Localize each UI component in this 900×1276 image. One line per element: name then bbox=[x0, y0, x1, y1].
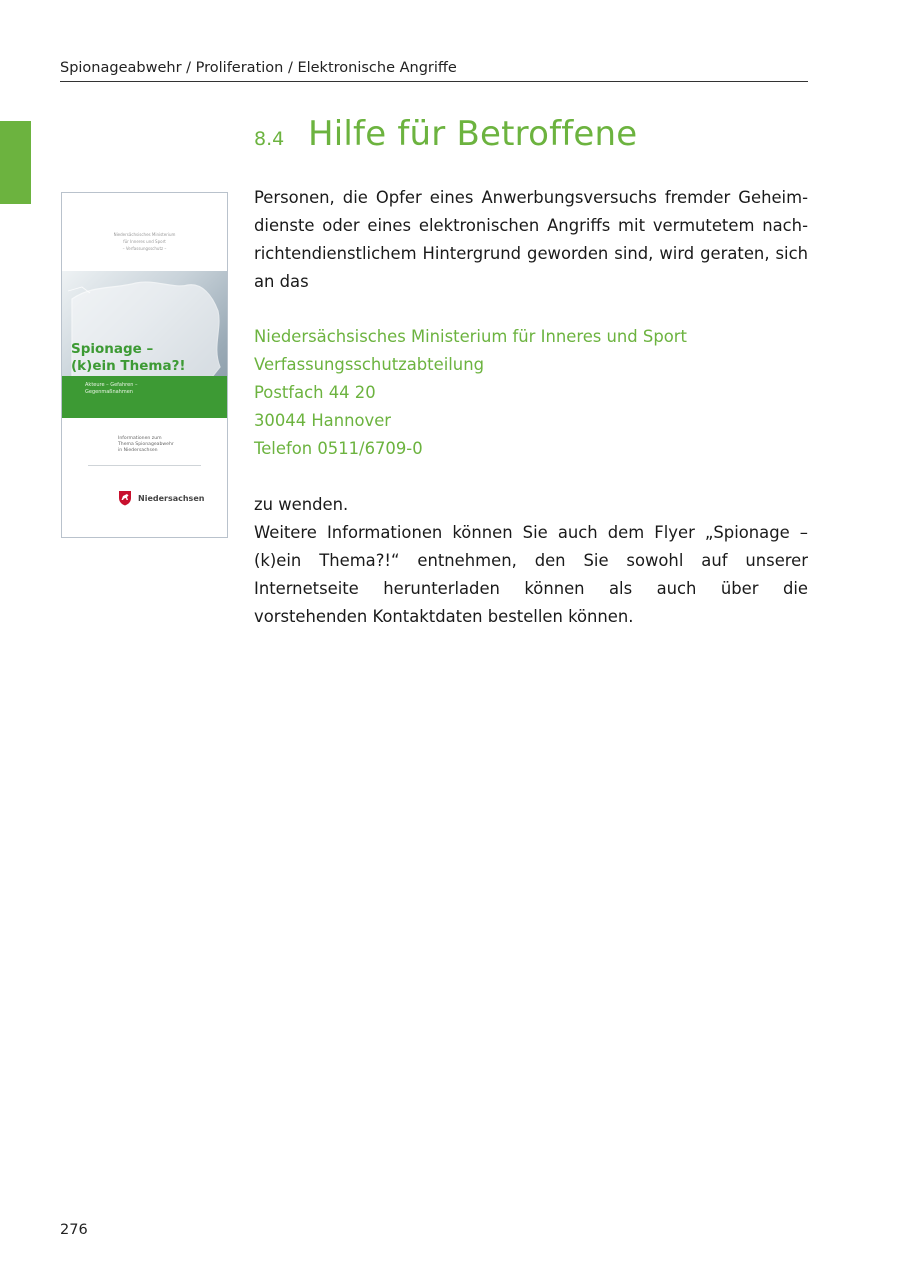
address-line: Verfassungsschutzabteilung bbox=[254, 355, 484, 374]
flyer-paragraph: Weitere Informationen können Sie auch dem Flyer „Spionage – (k)ein Thema?!“ entnehmen, den Sie sowohl auf unserer Internetseite herunterladen können als auch über die vorstehenden Kontaktdaten bestellen können. bbox=[254, 523, 808, 626]
closing-line: zu wenden. bbox=[254, 495, 349, 514]
section-number: 8.4 bbox=[254, 128, 285, 150]
closing-text bbox=[254, 491, 808, 631]
flyer-divider bbox=[88, 465, 201, 466]
address-line: Telefon 0511/6709-0 bbox=[254, 439, 423, 458]
page-number: 276 bbox=[60, 1222, 88, 1238]
contact-address bbox=[254, 323, 808, 463]
intro-paragraph: Personen, die Opfer eines Anwerbungsversuchs fremder Geheimdienste oder eines elektronischen Angriffs mit vermutetem nachrichtendienstlichem Hintergrund geworden sind, wird geraten, sich an das bbox=[254, 188, 808, 291]
niedersachsen-logo: Niedersachsen bbox=[118, 490, 204, 506]
section-title: Hilfe für Betroffene bbox=[308, 114, 638, 154]
coat-of-arms-icon bbox=[118, 490, 132, 506]
address-line: Postfach 44 20 bbox=[254, 383, 376, 402]
flyer-publisher: Niedersächsisches Ministerium für Inneres und Sport – Verfassungsschutz – bbox=[113, 232, 176, 251]
running-head: Spionageabwehr / Proliferation / Elektronische Angriffe bbox=[60, 60, 457, 76]
address-line: Niedersächsisches Ministerium für Inneres und Sport bbox=[254, 327, 687, 346]
chapter-tab-marker bbox=[0, 121, 31, 204]
flyer-cover-image bbox=[61, 192, 228, 538]
header-divider bbox=[60, 81, 808, 82]
section-heading bbox=[254, 114, 814, 154]
flyer-map-band bbox=[62, 271, 227, 418]
flyer-title: Spionage – (k)ein Thema?! bbox=[71, 341, 186, 374]
flyer-info-text: Informationen zum Thema Spionageabwehr in Niedersachsen bbox=[118, 436, 174, 453]
flyer-subtitle: Akteure – Gefahren – Gegenmaßnahmen bbox=[85, 382, 138, 395]
address-line: 30044 Hannover bbox=[254, 411, 392, 430]
